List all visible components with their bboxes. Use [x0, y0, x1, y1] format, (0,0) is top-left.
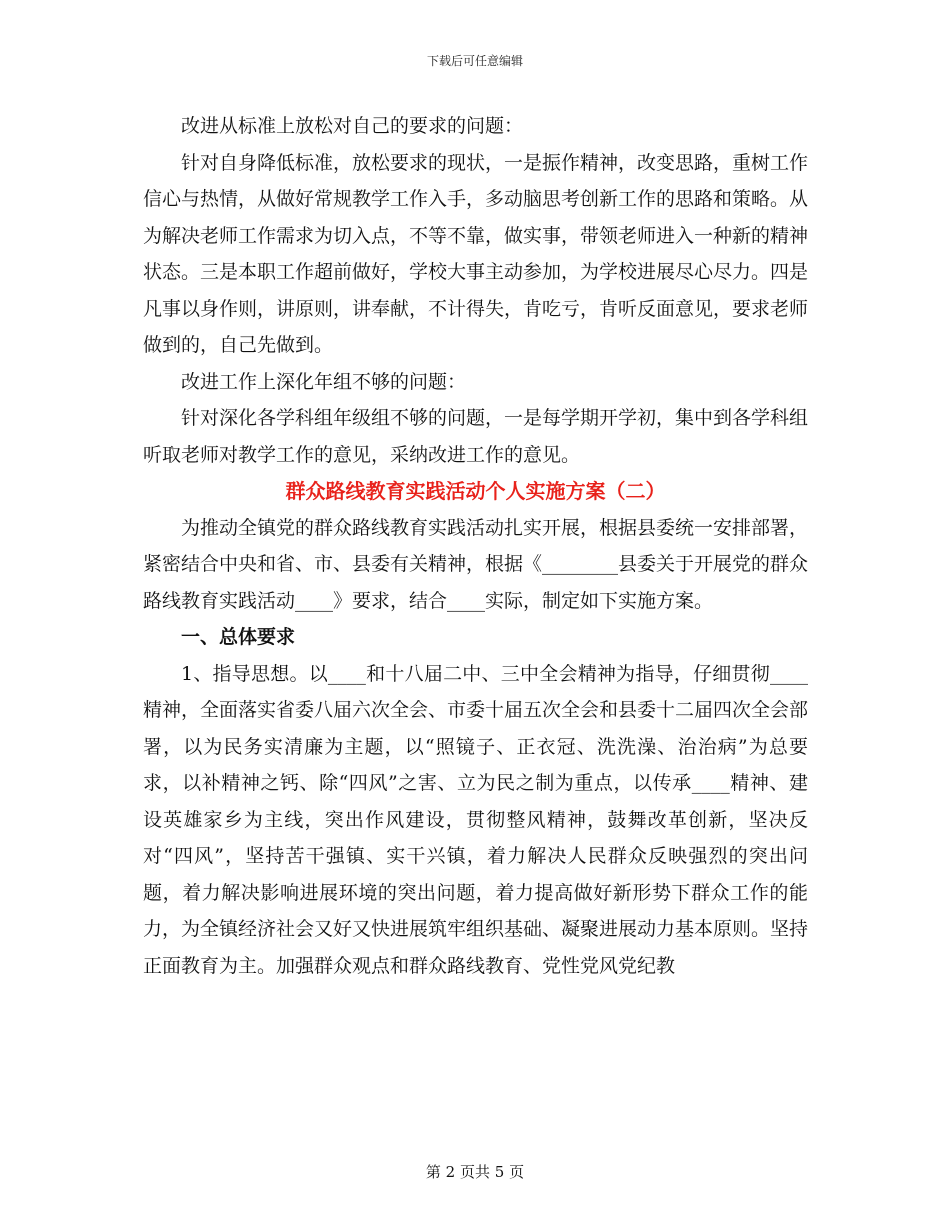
- document-body: [143, 108, 808, 984]
- page-footer: 第 2 页共 5 页: [425, 1163, 525, 1181]
- paragraph: 1、指导思想。以____和十八届二中、三中全会精神为指导，仔细贯彻____精神，全面落实省委八届六次全会、市委十届五次全会和县委十二届四次全会部署，以为民务实清廉为主题，以“照镜子、正衣冠、洗洗澡、治治病”为总要求，以补精神之钙、除“四风”之害、立为民之制为重点，以传承____精神、建设英雄家乡为主线，突出作风建设，贯彻整风精神，鼓舞改革创新，坚决反对“四风”，坚持苦干强镇、实干兴镇，着力解决人民群众反映强烈的突出问题，着力解决影响进展环境的突出问题，着力提高做好新形势下群众工作的能力，为全镇经济社会又好又快进展筑牢组织基础、凝聚进展动力基本原则。坚持正面教育为主。加强群众观点和群众路线教育、党性党风党纪教: [143, 662, 809, 977]
- paragraph: 针对自身降低标准，放松要求的现状，一是振作精神，改变思路，重树工作信心与热情，从做好常规教学工作入手，多动脑思考创新工作的思路和策略。从为解决老师工作需求为切入点，不等不靠，做实事，带领老师进入一种新的精神状态。三是本职工作超前做好，学校大事主动参加，为学校进展尽心尽力。四是凡事以身作则，讲原则，讲奉献，不计得失，肯吃亏，肯听反面意见，要求老师做到的，自己先做到。: [143, 151, 809, 356]
- heading: 一、总体要求: [181, 626, 296, 648]
- paragraph: 改进工作上深化年组不够的问题：: [181, 370, 467, 393]
- page-header: 下载后可任意编辑: [426, 54, 523, 68]
- paragraph: 针对深化各学科组年级组不够的问题，一是每学期开学初，集中到各学科组听取老师对教学工作的意见，采纳改进工作的意见。: [143, 407, 809, 466]
- paragraph: 改进从标准上放松对自己的要求的问题：: [181, 115, 524, 137]
- section-title: 群众路线教育实践活动个人实施方案（二）: [285, 479, 666, 503]
- paragraph: 为推动全镇党的群众路线教育实践活动扎实开展，根据县委统一安排部署，紧密结合中央和省、市、县委有关精神，根据《________县委关于开展党的群众路线教育实践活动____》要求，结合____实际，制定如下实施方案。: [143, 516, 809, 612]
